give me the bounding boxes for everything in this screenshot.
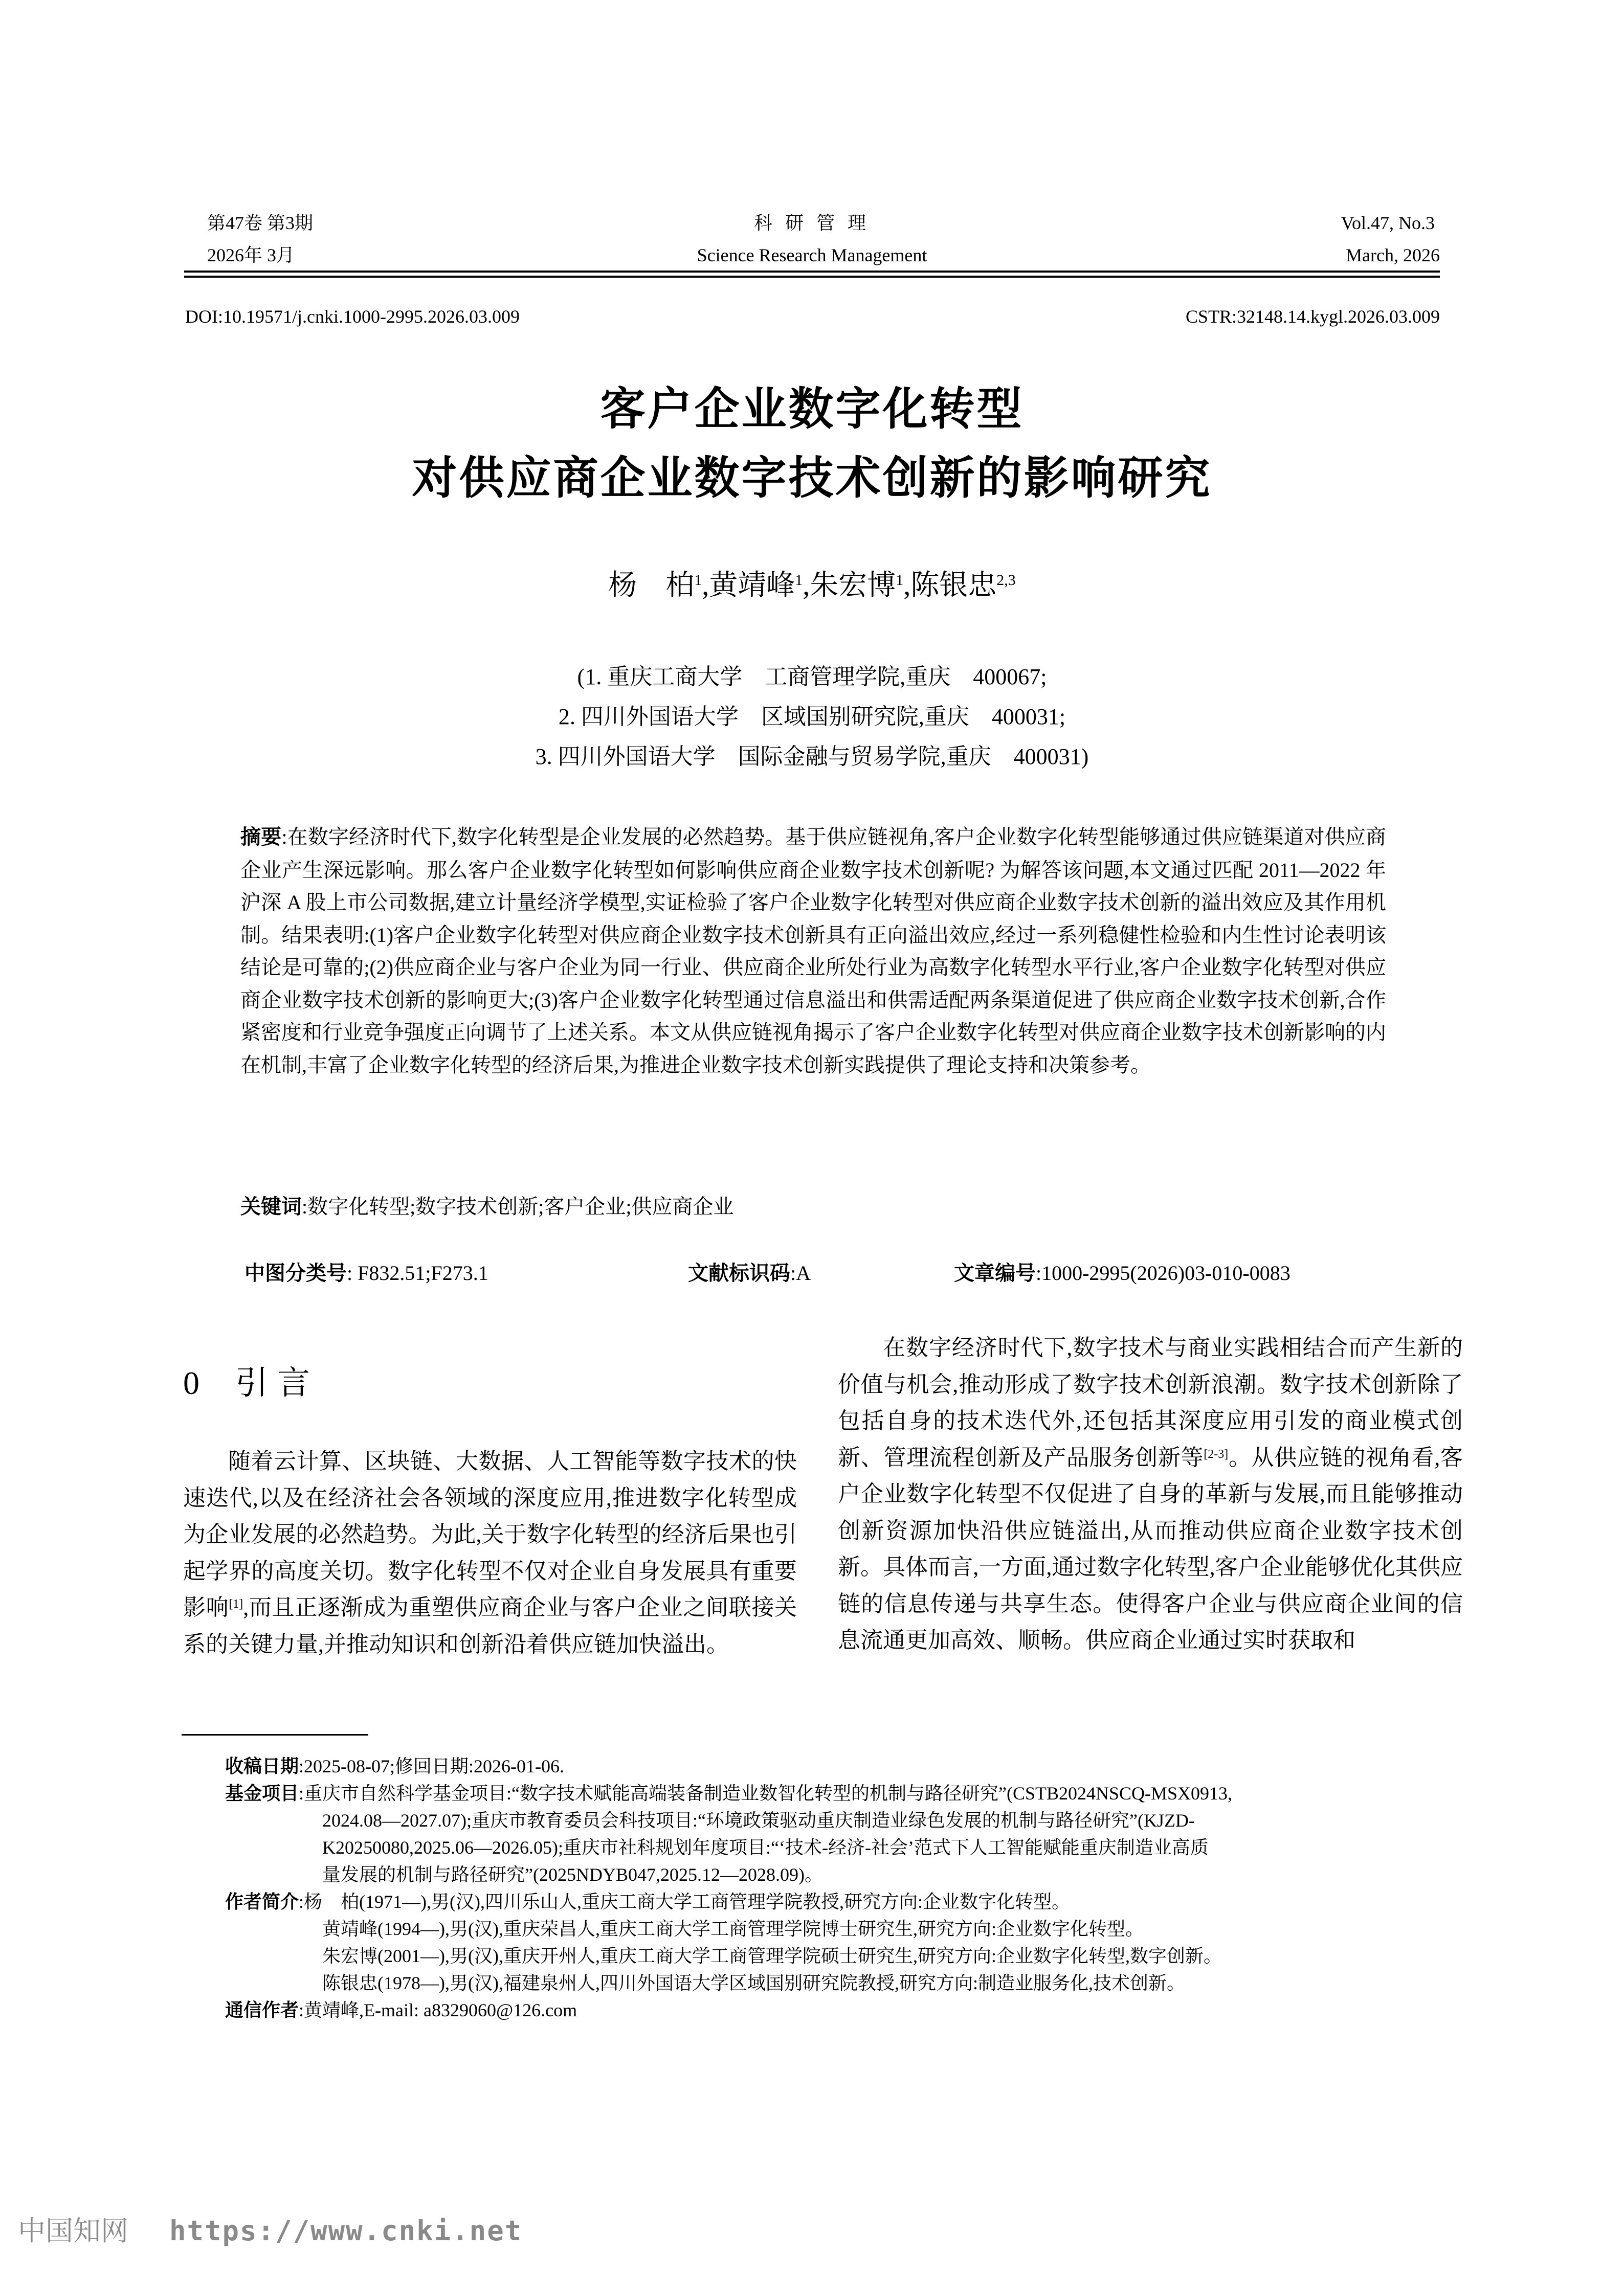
keywords-label: 关键词: [240, 1195, 302, 1219]
section-number: 0: [183, 1365, 199, 1401]
keywords: [240, 1190, 1386, 1224]
title-line-1: 客户企业数字化转型: [600, 382, 1024, 435]
header-date-cn: 2026年 3月: [207, 245, 295, 265]
footnote-contact: 通信作者:黄靖峰,E-mail: a8329060@126.com: [225, 2000, 577, 2021]
cstr: CSTR:32148.14.kygl.2026.03.009: [1185, 306, 1440, 327]
body-right-column: [838, 1330, 1463, 1659]
watermark-site-name: 中国知网: [18, 2216, 128, 2246]
clc-number: 中图分类号: F832.51;F273.1: [244, 1262, 488, 1285]
keywords-text: :数字化转型;数字技术创新;客户企业;供应商企业: [302, 1195, 734, 1218]
footnote-fund-cont: K20250080,2025.06—2026.05);重庆市社科规划年度项目:“‘技术-经济-社会’范式下人工智能赋能重庆制造业高质: [322, 1837, 1209, 1858]
author: 陈银忠$^{2,3}$: [910, 570, 1016, 601]
footnote-fund-cont: 2024.08—2027.07);重庆市教育委员会科技项目:“环境政策驱动重庆制造业绿色发展的机制与路径研究”(KJZD-: [322, 1810, 1195, 1831]
body-paragraph: 随着云计算、区块链、大数据、人工智能等数字技术的快速迭代,以及在经济社会各领域的深度应用,推进数字化转型成为企业发展的必然趋势。为此,关于数字化转型的经济后果也引起学界的高度关切。数字化转型不仅对企业自身发展具有重要影响[1],而且正逐渐成为重塑供应商企业与客户企业之间联接关系的关键力量,并推动知识和创新沿着供应链加快溢出。: [183, 1449, 797, 1657]
title-line-2: 对供应商企业数字技术创新的影响研究: [412, 452, 1212, 504]
citation-link[interactable]: [1]: [229, 1597, 243, 1611]
section-title: 引言: [235, 1365, 319, 1401]
contact-email[interactable]: :黄靖峰,E-mail: a8329060@126.com: [299, 2000, 577, 2020]
author: 黄靖峰$^1$: [709, 570, 803, 601]
doi[interactable]: DOI:10.19571/j.cnki.1000-2995.2026.03.009: [185, 306, 520, 327]
footnotes: [225, 1753, 1463, 2024]
watermark-url[interactable]: https://www.cnki.net: [169, 2215, 523, 2247]
body-paragraph: 在数字经济时代下,数字技术与商业实践相结合而产生新的价值与机会,推动形成了数字技术创新浪潮。数字技术创新除了包括自身的技术迭代外,还包括其深度应用引发的商业模式创新、管理流程创新及产品服务创新等[2-3]。从供应链的视角看,客户企业数字化转型不仅促进了自身的革新与发展,而且能够推动创新资源加快沿供应链溢出,从而推动供应商企业数字技术创新。具体而言,一方面,通过数字化转型,客户企业能够优化其供应链的信息传递与共享生态。使得客户企业与供应商企业间的信息流通更加高效、顺畅。供应商企业通过实时获取和: [838, 1335, 1463, 1653]
footnote-fund: 基金项目:重庆市自然科学基金项目:“数字技术赋能高端装备制造业数智化转型的机制与路径研究”(CSTB2024NSCQ-MSX0913,: [225, 1783, 1233, 1804]
header-rule-bottom: [184, 276, 1440, 278]
footnote-bio-cont: 黄靖峰(1994—),男(汉),重庆荣昌人,重庆工商大学工商管理学院博士研究生,研究方向:企业数字化转型。: [322, 1919, 1144, 1939]
abstract: [240, 821, 1386, 1081]
article-number: 文章编号:1000-2995(2026)03-010-0083: [954, 1262, 1291, 1285]
footnote-received: 收稿日期:2025-08-07;修回日期:2026-01-06.: [225, 1756, 564, 1777]
citation-link[interactable]: [2-3]: [1204, 1447, 1229, 1461]
affiliation-1: (1. 重庆工商大学 工商管理学院,重庆 400067;: [577, 664, 1047, 689]
author-list: 杨 柏$^1$,黄靖峰$^1$,朱宏博$^1$,陈银忠$^{2,3}$: [608, 570, 1016, 601]
header-rule-top: [184, 271, 1440, 273]
author: 朱宏博$^1$: [810, 570, 904, 601]
footnote-fund-cont: 量发展的机制与路径研究”(2025NDYB047,2025.12—2028.09)。: [322, 1864, 823, 1885]
header-date-en: March, 2026: [1346, 245, 1440, 265]
document-code: 文献标识码:A: [688, 1262, 811, 1285]
footnote-bio-cont: 朱宏博(2001—),男(汉),重庆开州人,重庆工商大学工商管理学院硕士研究生,研究方向:企业数字化转型,数字创新。: [322, 1946, 1222, 1966]
cnki-watermark: [18, 2209, 522, 2248]
section-heading: [183, 1363, 319, 1404]
header-journal-cn: 科 研 管 理: [753, 213, 870, 233]
body-left-column: [183, 1443, 797, 1662]
abstract-text: :在数字经济时代下,数字化转型是企业发展的必然趋势。基于供应链视角,客户企业数字化转型能够通过供应链渠道对供应商企业产生深远影响。那么客户企业数字化转型如何影响供应商企业数字技术创新呢? 为解答该问题,本文通过匹配 2011—2022 年沪深 A 股上市公司数据,建立计量经济学模型,实证检验了客户企业数字化转型对供应商企业数字技术创新的溢出效应及其作用机制。结果表明:(1)客户企业数字化转型对供应商企业数字技术创新具有正向溢出效应,经过一系列稳健性检验和内生性讨论表明该结论是可靠的;(2)供应商企业与客户企业为同一行业、供应商企业所处行业为高数字化转型水平行业,客户企业数字化转型对供应商企业数字技术创新的影响更大;(3)客户企业数字化转型通过信息溢出和供需适配两条渠道促进了供应商企业数字技术创新,合作紧密度和行业竞争强度正向调节了上述关系。本文从供应链视角揭示了客户企业数字化转型对供应商企业数字技术创新影响的内在机制,丰富了企业数字化转型的经济后果,为推进企业数字技术创新实践提供了理论支持和决策参考。: [240, 825, 1386, 1076]
header-vol-no: Vol.47, No.3: [1341, 213, 1435, 233]
header-journal-en: Science Research Management: [697, 245, 927, 265]
affiliation-2: 2. 四川外国语大学 区域国别研究院,重庆 400031;: [558, 704, 1066, 729]
footnote-bio: 作者简介:杨 柏(1971—),男(汉),四川乐山人,重庆工商大学工商管理学院教授,研究方向:企业数字化转型。: [225, 1892, 1070, 1912]
abstract-label: 摘要: [240, 825, 282, 849]
affiliation-3: 3. 四川外国语大学 国际金融与贸易学院,重庆 400031): [535, 744, 1089, 769]
header-volume-issue: 第47卷 第3期: [207, 213, 314, 233]
footnote-bio-cont: 陈银忠(1978—),男(汉),福建泉州人,四川外国语大学区域国别研究院教授,研究方向:制造业服务化,技术创新。: [322, 1973, 1185, 1993]
footnote-separator: [182, 1734, 368, 1736]
author: 杨 柏$^1$: [608, 570, 702, 601]
